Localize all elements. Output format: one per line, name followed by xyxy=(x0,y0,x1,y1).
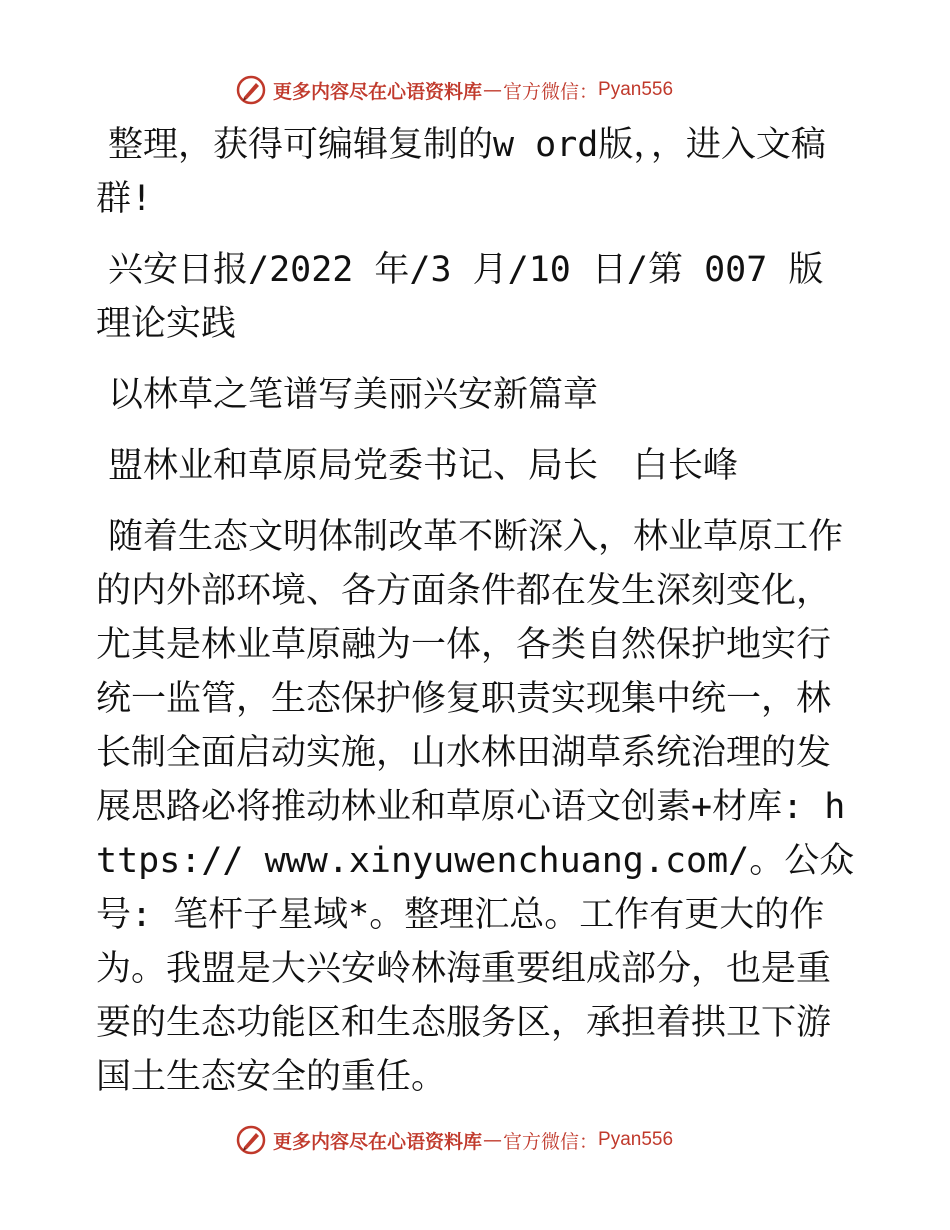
watermark-id: Pyan556 xyxy=(598,79,674,100)
watermark-id: Pyan556 xyxy=(598,1129,674,1150)
document-body xyxy=(96,118,856,1121)
watermark-dash: — xyxy=(483,79,503,101)
article-title: 以林草之笔谱写美丽兴安新篇章 xyxy=(108,375,599,415)
watermark-main-text: 更多内容尽在心语资料库 xyxy=(273,1130,483,1153)
pen-logo-icon xyxy=(235,1124,267,1156)
watermark-dash: — xyxy=(483,1129,503,1151)
watermark-sub-text: 官方微信： xyxy=(503,80,599,103)
intro-paragraph: 整理，获得可编辑复制的w ord版，，进入文稿群! xyxy=(96,125,826,219)
footer-watermark xyxy=(235,1122,673,1158)
body-paragraph: 随着生态文明体制改革不断深入，林业草原工作的内外部环境、各方面条件都在发生深刻变化，尤其是林业草原融为一体，各类自然保护地实行统一监管，生态保护修复职责实现集中统一，林长制全面启动实施，山水林田湖草系统治理的发展思路必将推动林业和草原心语文创素+材库: https:// www.xinyuwenchuang.com/。公众号: 笔杆子星域*。整理汇总。工作有更大的作为。我盟是大兴安岭林海重要组成部分，也是重要的生态功能区和生态服务区，承担着拱卫下游国土生态安全的重任。 xyxy=(96,517,855,1097)
watermark-sub-text: 官方微信： xyxy=(503,1130,599,1153)
pen-logo-icon xyxy=(235,74,267,106)
source-line: 兴安日报/2022 年/3 月/10 日/第 007 版理论实践 xyxy=(96,250,824,344)
header-watermark xyxy=(235,72,673,108)
author-line: 盟林业和草原局党委书记、局长 白长峰 xyxy=(108,446,739,486)
watermark-main-text: 更多内容尽在心语资料库 xyxy=(273,80,483,103)
